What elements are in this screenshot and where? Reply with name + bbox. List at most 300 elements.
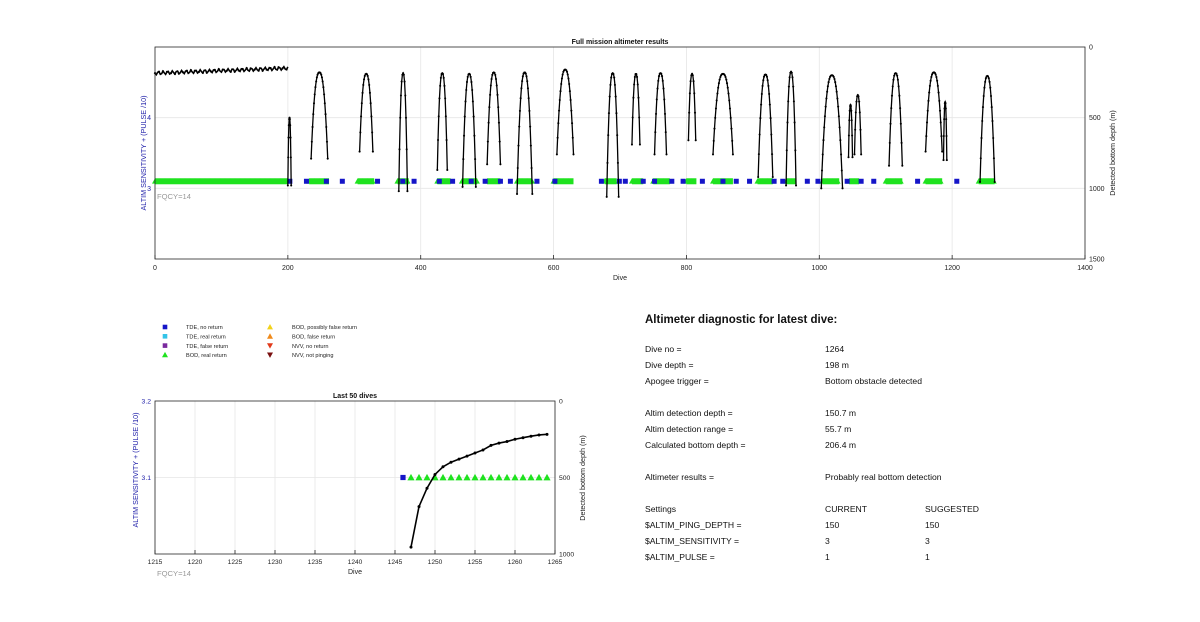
top-depth-point <box>833 78 835 80</box>
top-depth-point <box>568 83 570 85</box>
diagnostic-panel <box>645 314 1165 568</box>
top-depth-point <box>834 81 836 83</box>
top-depth-point <box>559 99 561 101</box>
top-x-tick-label: 600 <box>547 265 560 272</box>
bottom-x-tick-label: 1215 <box>147 559 163 566</box>
top-y-axis-label-left: ALTIM SENSITIVITY + (PULSE /10) <box>139 95 148 211</box>
top-depth-point <box>609 84 611 86</box>
top-depth-point <box>658 75 660 77</box>
bottom-depth-point <box>538 433 541 436</box>
top-depth-point <box>925 151 927 153</box>
top-depth-point <box>170 72 172 74</box>
top-depth-point <box>370 102 372 104</box>
top-depth-point <box>847 156 849 158</box>
top-depth-point <box>859 111 861 113</box>
top-depth-point <box>324 113 326 115</box>
top-depth-point <box>363 78 365 80</box>
top-depth-point <box>521 80 523 82</box>
top-depth-point <box>929 85 931 87</box>
top-depth-point <box>839 126 841 128</box>
top-depth-point <box>570 110 572 112</box>
top-depth-point <box>991 106 993 108</box>
ping-depth-label: $ALTIM_PING_DEPTH = <box>645 520 742 530</box>
top-depth-point <box>246 67 248 69</box>
top-depth-point <box>656 98 658 100</box>
bottom-depth-point <box>474 452 477 455</box>
top-depth-point <box>841 169 843 171</box>
top-depth-point <box>530 145 532 147</box>
legend-marker <box>163 343 168 348</box>
top-depth-point <box>202 72 204 74</box>
top-depth-point <box>989 87 991 89</box>
bottom-x-tick-label: 1220 <box>187 559 203 566</box>
detection-range-row <box>645 424 1165 440</box>
top-depth-point <box>470 81 472 83</box>
top-depth-point <box>254 68 256 70</box>
dive-depth-row <box>645 360 1165 376</box>
top-depth-point <box>786 121 788 123</box>
top-depth-point <box>827 85 829 87</box>
top-x-tick-label: 0 <box>153 265 157 272</box>
top-x-tick-label: 800 <box>680 265 693 272</box>
top-depth-point <box>665 131 667 133</box>
legend-label: BOD, false return <box>292 334 336 341</box>
legend-marker <box>267 343 273 348</box>
top-depth-point <box>616 134 618 136</box>
top-depth-point <box>322 80 324 82</box>
top-tde-no-return-marker <box>552 179 557 184</box>
top-depth-point <box>238 69 240 71</box>
top-depth-line-dive-group <box>889 73 902 166</box>
top-y-tick-label-right: 1000 <box>1089 185 1105 193</box>
top-depth-point <box>446 139 448 141</box>
ping-depth-current: 150 <box>825 520 840 530</box>
top-tde-no-return-marker <box>437 179 442 184</box>
top-depth-point <box>637 83 639 85</box>
detection-depth-label: Altim detection depth = <box>645 408 733 418</box>
top-depth-point <box>362 84 364 86</box>
top-depth-point <box>519 110 521 112</box>
top-depth-point <box>664 113 666 115</box>
top-depth-point <box>770 133 772 135</box>
top-tde-no-return-marker <box>483 179 488 184</box>
top-depth-point <box>768 93 770 95</box>
top-depth-line-dive-group <box>437 73 447 170</box>
top-depth-point <box>234 71 236 73</box>
top-depth-point <box>820 187 822 189</box>
bottom-x-tick-label: 1255 <box>467 559 483 566</box>
top-depth-point <box>462 158 464 160</box>
top-depth-point <box>496 85 498 87</box>
top-tde-no-return-marker <box>652 179 657 184</box>
top-depth-point <box>991 120 993 122</box>
bottom-grid <box>155 401 555 554</box>
top-depth-point <box>250 67 252 69</box>
top-depth-point <box>987 75 989 77</box>
top-depth-point <box>662 80 664 82</box>
top-x-tick-label: 200 <box>282 265 294 272</box>
top-depth-point <box>761 93 763 95</box>
top-depth-point <box>398 190 400 192</box>
top-depth-point <box>312 126 314 128</box>
bottom-tde-no-return-markers <box>400 475 405 480</box>
top-depth-point <box>693 92 695 94</box>
pulse-row <box>645 552 1165 568</box>
top-depth-point <box>772 176 774 178</box>
bottom-depth-series <box>410 433 549 549</box>
bottom-y-ticks-right <box>559 399 574 559</box>
calculated-depth-value: 206.4 m <box>825 440 857 450</box>
top-depth-point <box>943 118 945 120</box>
top-depth-point <box>860 153 862 155</box>
bottom-fqcy-annotation: FQCY=14 <box>157 569 191 578</box>
top-x-tick-label: 1400 <box>1077 265 1093 272</box>
top-depth-point <box>992 137 994 139</box>
top-depth-line-dive-group <box>980 76 995 182</box>
top-depth-point <box>174 73 176 75</box>
legend-marker <box>162 352 168 357</box>
top-depth-point <box>848 119 850 121</box>
top-depth-point <box>828 78 830 80</box>
top-depth-point <box>289 124 291 126</box>
top-depth-point <box>766 76 768 78</box>
top-depth-point <box>633 83 635 85</box>
bottom-y-tick-label-right: 500 <box>559 475 571 482</box>
results-label: Altimeter results = <box>645 472 715 482</box>
bottom-x-tick-label: 1245 <box>387 559 403 566</box>
top-depth-point <box>612 73 614 75</box>
bottom-y-tick-label-right: 1000 <box>559 551 575 559</box>
top-depth-point <box>162 70 164 72</box>
top-depth-point <box>716 92 718 94</box>
bottom-y-tick-label-right: 0 <box>559 398 563 406</box>
top-depth-point <box>210 70 212 72</box>
ping-depth-row <box>645 520 1165 536</box>
bottom-x-tick-label: 1230 <box>267 559 283 566</box>
top-depth-point <box>489 94 491 96</box>
top-depth-point <box>891 95 893 97</box>
top-tde-no-return-marker <box>871 179 876 184</box>
top-depth-point <box>471 89 473 91</box>
top-depth-point <box>570 99 572 101</box>
top-depth-point <box>926 121 928 123</box>
top-depth-point <box>465 89 467 91</box>
top-depth-point <box>660 73 662 75</box>
top-depth-point <box>499 163 501 165</box>
top-depth-point <box>895 73 897 75</box>
top-x-tick-label: 1000 <box>811 265 828 272</box>
legend-label: TDE, false return <box>186 343 229 350</box>
top-depth-point <box>730 128 732 130</box>
top-depth-point <box>859 129 861 131</box>
top-depth-point <box>287 137 289 139</box>
top-tde-no-return-marker <box>772 179 777 184</box>
top-depth-point <box>654 131 656 133</box>
top-depth-point <box>499 141 501 143</box>
top-depth-point <box>368 84 370 86</box>
top-y-tick-label-left: 4 <box>147 115 151 123</box>
top-depth-line-dive-group <box>821 75 842 188</box>
top-depth-point <box>567 77 569 79</box>
top-depth-point <box>405 117 407 119</box>
top-depth-point <box>262 70 264 72</box>
top-depth-line-dive-group <box>399 73 408 191</box>
apogee-row <box>645 376 1165 392</box>
top-depth-point <box>572 153 574 155</box>
top-depth-point <box>464 100 466 102</box>
sensitivity-row <box>645 536 1165 552</box>
top-depth-point <box>663 98 665 100</box>
bottom-x-ticks <box>148 550 563 566</box>
top-depth-point <box>944 102 946 104</box>
top-depth-point <box>988 77 990 79</box>
top-tde-no-return-marker <box>720 179 725 184</box>
top-depth-point <box>518 126 520 128</box>
top-depth-point <box>190 69 192 71</box>
top-depth-point <box>983 87 985 89</box>
top-depth-point <box>556 153 558 155</box>
bottom-depth-point <box>506 440 509 443</box>
top-depth-point <box>794 121 796 123</box>
top-depth-point <box>759 133 761 135</box>
top-depth-point <box>760 104 762 106</box>
last-50-dives-chart <box>131 393 587 578</box>
top-depth-point <box>718 82 720 84</box>
top-tde-no-return-marker <box>805 179 810 184</box>
top-depth-point <box>618 196 620 198</box>
top-depth-point <box>469 73 471 75</box>
top-depth-point <box>398 148 400 150</box>
top-depth-point <box>825 106 827 108</box>
top-depth-point <box>487 141 489 143</box>
top-depth-point <box>979 181 981 183</box>
top-depth-point <box>838 115 840 117</box>
bottom-depth-point <box>490 444 493 447</box>
top-depth-point <box>362 92 364 94</box>
top-depth-point <box>370 115 372 117</box>
top-depth-point <box>444 97 446 99</box>
bottom-depth-point <box>458 458 461 461</box>
top-depth-point <box>771 153 773 155</box>
top-depth-point <box>206 72 208 74</box>
top-depth-point <box>473 116 475 118</box>
top-depth-point <box>371 131 373 133</box>
top-depth-point <box>715 107 717 109</box>
top-tde-no-return-marker <box>954 179 959 184</box>
top-tde-no-return-marker <box>815 179 820 184</box>
top-y-tick-label-right: 500 <box>1089 115 1101 123</box>
top-depth-point <box>767 79 769 81</box>
top-depth-point <box>359 131 361 133</box>
top-depth-point <box>520 97 522 99</box>
apogee-value: Bottom obstacle detected <box>825 376 922 386</box>
suggested-header: SUGGESTED <box>925 504 979 514</box>
top-depth-point <box>491 78 493 80</box>
top-depth-point <box>222 68 224 70</box>
top-depth-point <box>258 70 260 72</box>
top-depth-point <box>528 110 530 112</box>
top-depth-point <box>326 141 328 143</box>
top-depth-point <box>516 193 518 195</box>
top-depth-point <box>836 91 838 93</box>
top-depth-point <box>606 162 608 164</box>
top-depth-line-dive-group <box>944 102 947 160</box>
top-depth-point <box>930 80 932 82</box>
top-depth-point <box>983 95 985 97</box>
top-depth-point <box>367 75 369 77</box>
top-depth-point <box>981 120 983 122</box>
top-x-tick-label: 400 <box>414 265 427 272</box>
top-depth-point <box>438 97 440 99</box>
top-depth-point <box>557 122 559 124</box>
top-depth-point <box>443 85 445 87</box>
top-depth-point <box>731 140 733 142</box>
legend-label: TDE, no return <box>186 325 223 332</box>
top-depth-point <box>571 122 573 124</box>
top-y-tick-label-left: 3 <box>147 185 151 193</box>
top-depth-line-dive-group <box>713 74 733 155</box>
sensitivity-suggested: 3 <box>925 536 930 546</box>
top-depth-point <box>794 149 796 151</box>
top-depth-point <box>850 105 852 107</box>
top-depth-point <box>401 81 403 83</box>
top-depth-point <box>694 112 696 114</box>
top-depth-point <box>361 102 363 104</box>
top-depth-point <box>462 186 464 188</box>
top-depth-point <box>854 129 856 131</box>
top-depth-point <box>792 86 794 88</box>
top-depth-point <box>166 71 168 73</box>
bottom-y-ticks-left <box>142 399 152 483</box>
top-depth-point <box>762 79 764 81</box>
top-depth-point <box>403 74 405 76</box>
top-depth-line-dive-group <box>517 73 532 194</box>
bottom-depth-point <box>530 435 533 438</box>
top-depth-point <box>496 94 498 96</box>
top-depth-point <box>836 97 838 99</box>
top-depth-point <box>493 72 495 74</box>
top-depth-line-dive-group <box>360 74 373 152</box>
top-depth-point <box>442 73 444 75</box>
top-tde-no-return-marker <box>859 179 864 184</box>
top-depth-point <box>888 165 890 167</box>
top-depth-point <box>467 76 469 78</box>
bottom-depth-point <box>514 438 517 441</box>
top-depth-point <box>945 107 947 109</box>
top-depth-point <box>724 76 726 78</box>
top-depth-line-dive-group <box>557 70 574 155</box>
bottom-x-tick-label: 1240 <box>347 559 363 566</box>
top-depth-point <box>613 77 615 79</box>
top-depth-point <box>653 153 655 155</box>
top-depth-point <box>572 137 574 139</box>
top-depth-point <box>281 67 283 69</box>
top-depth-point <box>436 169 438 171</box>
top-depth-point <box>889 123 891 125</box>
top-depth-point <box>824 115 826 117</box>
top-depth-point <box>762 85 764 87</box>
calculated-depth-row <box>645 440 1165 456</box>
top-depth-point <box>320 74 322 76</box>
top-depth-point <box>567 73 569 75</box>
top-depth-point <box>490 85 492 87</box>
top-depth-point <box>927 110 929 112</box>
top-depth-point <box>606 196 608 198</box>
top-depth-point <box>688 112 690 114</box>
top-depth-point <box>569 90 571 92</box>
top-depth-point <box>728 99 730 101</box>
top-depth-point <box>732 153 734 155</box>
top-depth-point <box>785 184 787 186</box>
top-depth-point <box>311 141 313 143</box>
top-depth-point <box>890 107 892 109</box>
top-depth-point <box>938 100 940 102</box>
top-tde-no-return-marker <box>641 179 646 184</box>
pulse-label: $ALTIM_PULSE = <box>645 552 715 562</box>
top-depth-point <box>520 87 522 89</box>
legend-label: BOD, possibly false return <box>292 325 357 332</box>
top-depth-point <box>793 100 795 102</box>
top-depth-point <box>615 96 617 98</box>
top-depth-point <box>727 87 729 89</box>
top-depth-point <box>566 71 568 73</box>
top-depth-point <box>466 81 468 83</box>
top-depth-point <box>635 73 637 75</box>
top-depth-point <box>406 190 408 192</box>
top-depth-point <box>314 93 316 95</box>
top-depth-point <box>470 76 472 78</box>
top-tde-no-return-marker <box>617 179 622 184</box>
top-grid <box>155 47 1085 259</box>
top-depth-point <box>488 106 490 108</box>
top-depth-point <box>273 66 275 68</box>
top-depth-point <box>531 167 533 169</box>
bottom-tde-no-return-marker <box>400 475 405 480</box>
top-depth-point <box>324 102 326 104</box>
top-tde-no-return-marker <box>375 179 380 184</box>
top-depth-point <box>835 85 837 87</box>
top-depth-line-dive-group <box>758 75 773 177</box>
top-depth-point <box>928 92 930 94</box>
top-tde-no-return-marker <box>780 179 785 184</box>
top-depth-point <box>525 73 527 75</box>
top-depth-line-dive-group <box>288 118 291 186</box>
top-depth-point <box>637 97 639 99</box>
full-mission-chart <box>139 39 1117 282</box>
top-depth-point <box>290 184 292 186</box>
top-depth-point <box>825 97 827 99</box>
top-depth-point <box>438 115 440 117</box>
top-depth-point <box>287 184 289 186</box>
legend-label: TDE, real return <box>186 334 226 341</box>
bottom-depth-point <box>466 455 469 458</box>
top-depth-point <box>367 78 369 80</box>
top-depth-point <box>464 116 466 118</box>
top-tde-no-return-marker <box>508 179 513 184</box>
bottom-depth-point <box>450 461 453 464</box>
bottom-y-axis-label-left: ALTIM SENSITIVITY + (PULSE /10) <box>131 412 140 528</box>
top-depth-point <box>840 153 842 155</box>
top-tde-no-return-marker <box>599 179 604 184</box>
bottom-x-tick-label: 1235 <box>307 559 323 566</box>
top-depth-point <box>729 107 731 109</box>
top-depth-point <box>982 106 984 108</box>
pulse-suggested: 1 <box>925 552 930 562</box>
top-depth-point <box>837 106 839 108</box>
top-tde-no-return-marker <box>469 179 474 184</box>
top-depth-point <box>472 100 474 102</box>
bottom-y-axis-label-right: Detected bottom depth (m) <box>578 435 587 521</box>
